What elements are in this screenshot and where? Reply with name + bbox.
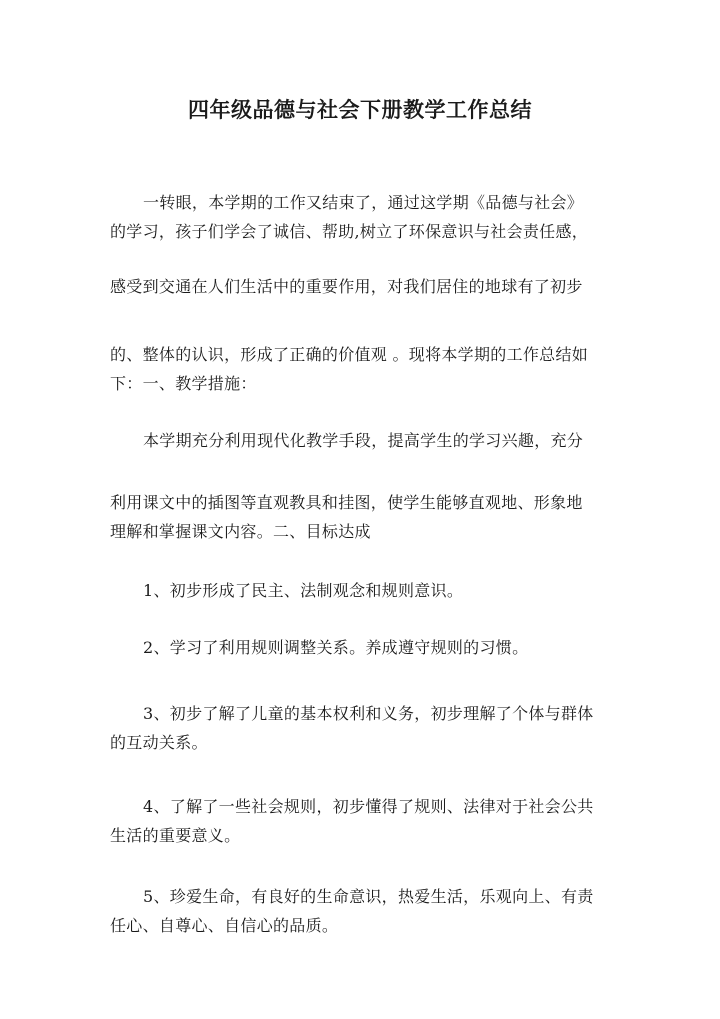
paragraph-1-line-3: 感受到交通在人们生活中的重要作用，对我们居住的地球有了初步: [110, 277, 583, 296]
list-item-5-line-1: 5、珍爱生命，有良好的生命意识，热爱生活，乐观向上、有责: [143, 887, 594, 906]
paragraph-1-line-1: 一转眼，本学期的工作又结束了，通过这学期《品德与社会》: [143, 193, 584, 212]
list-item-3-line-2: 的互动关系。: [110, 733, 208, 752]
paragraph-2-line-2: 利用课文中的插图等直观教具和挂图，使学生能够直观地、形象地: [110, 493, 583, 512]
list-item-3-line-1: 3、初步了解了儿童的基本权利和义务，初步理解了个体与群体: [143, 704, 594, 723]
paragraph-1-line-5: 下：一、教学措施：: [110, 374, 257, 393]
list-item-4-line-2: 生活的重要意义。: [110, 826, 241, 845]
paragraph-1-line-4: 的、整体的认识，形成了正确的价值观 。现将本学期的工作总结如: [110, 345, 589, 364]
document-title: 四年级品德与社会下册教学工作总结: [188, 97, 532, 122]
list-item-2: 2、学习了利用规则调整关系。养成遵守规则的习惯。: [143, 638, 529, 657]
list-item-1: 1、初步形成了民主、法制观念和规则意识。: [143, 581, 464, 600]
paragraph-2-line-3: 理解和掌握课文内容。二、目标达成: [110, 522, 371, 541]
list-item-4-line-1: 4、了解了一些社会规则，初步懂得了规则、法律对于社会公共: [143, 797, 594, 816]
list-item-5-line-2: 任心、自尊心、自信心的品质。: [110, 916, 339, 935]
paragraph-2-line-1: 本学期充分利用现代化教学手段，提高学生的学习兴趣，充分: [143, 431, 584, 450]
paragraph-1-line-2: 的学习，孩子们学会了诚信、帮助,树立了环保意识与社会责任感，: [110, 222, 589, 241]
